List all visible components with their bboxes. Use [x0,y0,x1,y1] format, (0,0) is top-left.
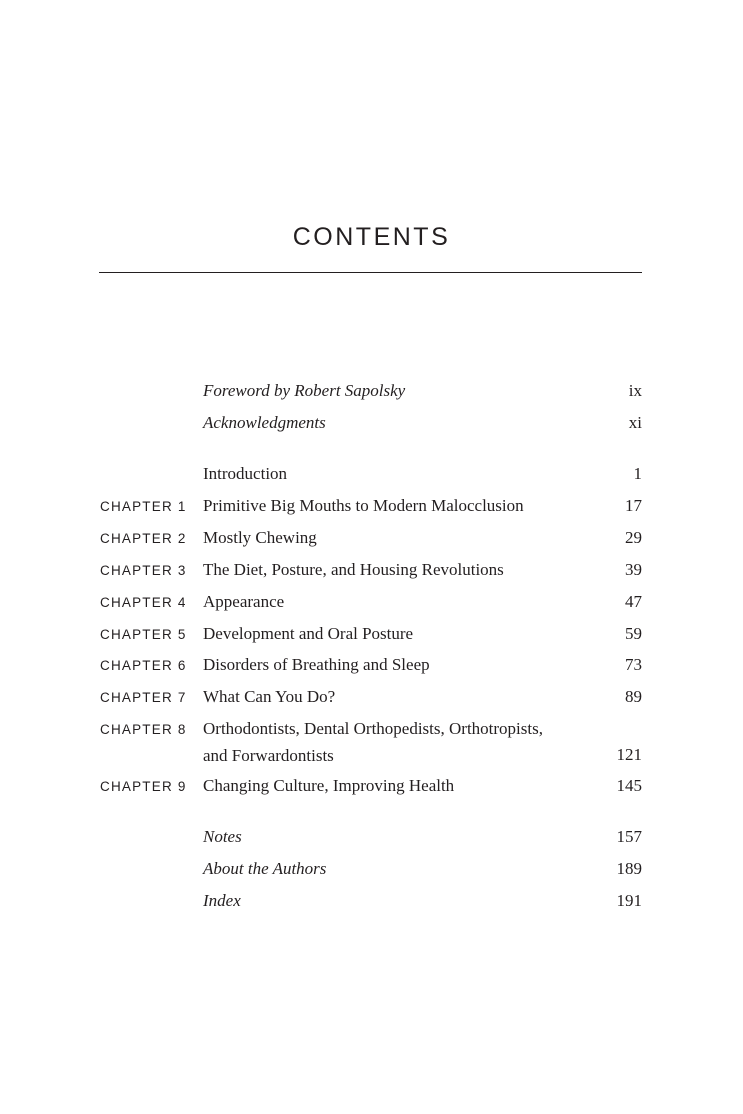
entry-title: Introduction [203,464,288,483]
chapter-label: CHAPTER 4 [100,595,187,610]
entry-page-number: 39 [625,560,642,579]
entry-title: Appearance [203,592,285,611]
chapter-label: CHAPTER 3 [100,563,187,578]
chapter-label: CHAPTER 9 [100,779,187,794]
entry-title: About the Authors [203,859,327,878]
entry-title: What Can You Do? [203,687,336,706]
chapter-label: CHAPTER 5 [100,627,187,642]
entry-page-number: 1 [633,464,642,483]
entry-page-number: 189 [616,859,642,878]
entry-page-number: 17 [625,496,642,515]
entry-page-number: 59 [625,624,642,643]
contents-heading: CONTENTS [292,223,451,251]
entry-title: Foreword by Robert Sapolsky [203,381,406,400]
entry-page-number: 191 [616,891,642,910]
entry-page-number: ix [628,381,642,400]
entry-title: Acknowledgments [203,413,326,432]
entry-title: The Diet, Posture, and Housing Revolutions [203,560,504,579]
entry-page-number: 29 [625,528,642,547]
chapter-label: CHAPTER 6 [100,658,187,673]
entry-page-number: 89 [625,687,642,706]
entry-page-number: xi [628,413,642,432]
entry-page-number: 145 [616,776,642,795]
entry-title-line-2: and Forwardontists [203,746,334,765]
chapter-label: CHAPTER 2 [100,531,187,546]
entry-page-number: 121 [616,745,642,764]
entry-title: Development and Oral Posture [203,624,414,643]
entry-title-line-1: Orthodontists, Dental Orthopedists, Orthotropists, [203,719,543,738]
entry-title: Mostly Chewing [203,528,317,547]
entry-title: Notes [203,827,242,846]
entry-title: Primitive Big Mouths to Modern Malocclusion [203,496,524,515]
chapter-label: CHAPTER 8 [100,722,187,737]
entry-page-number: 47 [625,592,642,611]
entry-title: Changing Culture, Improving Health [203,776,455,795]
entry-page-number: 73 [625,655,642,674]
entry-page-number: 157 [616,827,642,846]
entry-title: Disorders of Breathing and Sleep [203,655,430,674]
chapter-label: CHAPTER 1 [100,499,187,514]
entry-title [203,717,603,767]
entry-title: Index [203,891,241,910]
chapter-label: CHAPTER 7 [100,690,187,705]
